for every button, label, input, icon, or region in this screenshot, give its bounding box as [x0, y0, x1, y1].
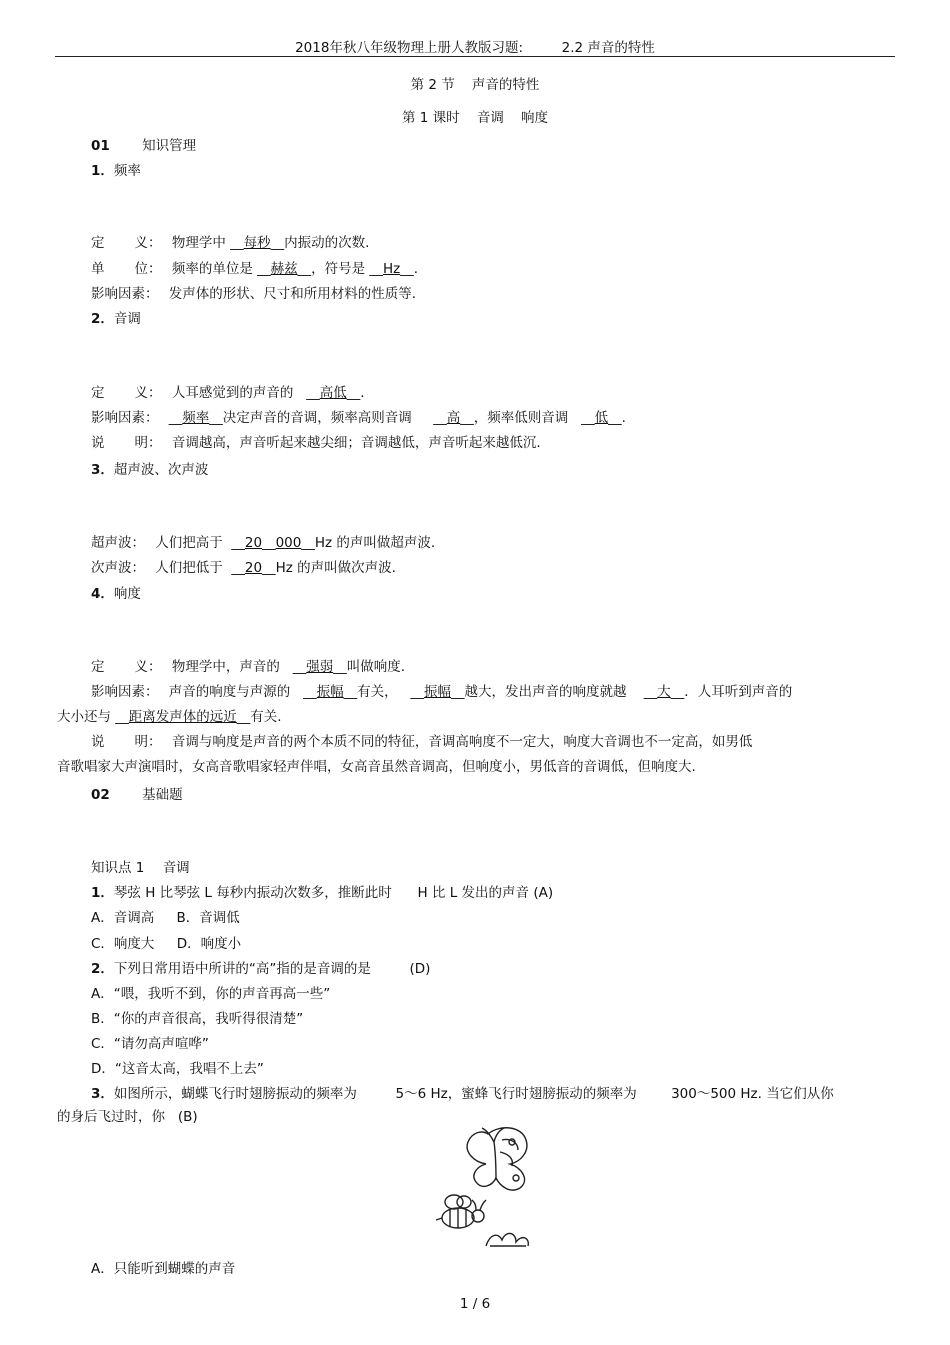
k4-factor-text-end: __．人耳听到声音的 — [670, 684, 793, 700]
k3-ultra-gap: __ — [262, 535, 276, 551]
section-title: 第 2 节 声音的特性 — [410, 77, 540, 93]
k3-title-number: 3． — [91, 462, 114, 478]
k2-note-label: 说 明： — [91, 435, 162, 451]
q1-option-d: D．响度小 — [176, 936, 242, 952]
k3-ultra-label: 超声波： — [91, 535, 145, 551]
k3-infra-text-end: __Hz 的声叫做次声波. — [262, 560, 396, 576]
k3-ultra-answer-2: 000 — [275, 535, 302, 551]
k4-factor — [91, 680, 792, 700]
k3-title-text: 超声波、次声波 — [113, 462, 209, 478]
k1-factor-text: 发声体的形状、尺寸和所用材料的性质等. — [168, 286, 417, 302]
k2-title-number: 2． — [91, 311, 114, 327]
kp1-label: 知识点 1 — [91, 860, 145, 876]
k2-factor-answer-high: 高 — [446, 410, 461, 426]
k1-def-label: 定 义： — [91, 235, 162, 251]
k3-infrasound — [91, 556, 396, 576]
k2-title-text: 音调 — [113, 311, 141, 327]
k2-def-text: 人耳感觉到的声音的 __ — [171, 385, 320, 401]
k3-ultra-text: 人们把高于 __ — [155, 535, 245, 551]
k4-factor-label: 影响因素： — [91, 684, 159, 700]
page-header: 2018年秋八年级物理上册人教版习题: 2.2 声音的特性 — [295, 40, 655, 56]
k2-factor-text: __ — [168, 410, 183, 426]
butterfly-bee-illustration — [430, 1122, 560, 1250]
k2-factor-text-mid: __决定声音的音调，频率高则音调 __ — [209, 410, 447, 426]
k4-note-continued: 音歌唱家大声演唱时，女高音歌唱家轻声伴唱，女高音虽然音调高，但响度小，男低音的音调低，但响度大. — [57, 759, 696, 775]
k2-factor-answer: 频率 — [182, 410, 210, 426]
k4-factor2-text: 大小还与 __ — [57, 709, 129, 725]
q2-number: 2． — [91, 961, 114, 977]
flower-icon — [486, 1233, 528, 1246]
k1-title-number: 1． — [91, 163, 114, 179]
k4-factor-continued — [57, 705, 282, 725]
header-divider — [55, 56, 895, 57]
butterfly-icon — [467, 1128, 527, 1190]
k1-definition — [91, 231, 369, 251]
q3-stem-line1 — [91, 1082, 834, 1102]
q3-stem-line2: 的身后飞过时，你 (B) — [57, 1109, 198, 1125]
q2-stem-text: 下列日常用语中所讲的“高”指的是音调的是 (D) — [113, 961, 431, 977]
k1-def-answer: 每秒 — [243, 235, 271, 251]
part1-heading — [91, 134, 196, 154]
k4-factor-answer-3: 大 — [657, 684, 671, 700]
q3-stem-text: 如图所示，蝴蝶飞行时翅膀振动的频率为 5～6 Hz，蜜蜂飞行时翅膀振动的频率为 300～500 Hz. 当它们从你 — [113, 1086, 834, 1102]
knowledge-point-1 — [91, 856, 190, 876]
k4-factor-text-mid2: __越大，发出声音的响度就越 __ — [451, 684, 658, 700]
k4-title-text: 响度 — [113, 586, 141, 602]
q1-option-a: A．音调高 — [91, 910, 155, 926]
k3-infra-text: 人们把低于 __ — [155, 560, 245, 576]
part1-label: 知识管理 — [142, 138, 197, 154]
part1-number: 01 — [91, 138, 110, 154]
k3-infra-answer: 20 — [244, 560, 263, 576]
k2-factor-label: 影响因素： — [91, 410, 159, 426]
k2-def-label: 定 义： — [91, 385, 162, 401]
k1-unit-text-end: __. — [400, 261, 418, 277]
q2-stem — [91, 957, 430, 977]
part2-number: 02 — [91, 787, 110, 803]
k2-factor-text-mid2: __，频率低则音调 __ — [460, 410, 595, 426]
q1-options-ab — [91, 906, 240, 926]
q1-number: 1． — [91, 885, 114, 901]
q2-option-c: C．“请勿高声喧哗” — [91, 1036, 209, 1052]
k4-title — [91, 582, 141, 602]
bee-icon — [436, 1195, 486, 1228]
k2-title — [91, 307, 141, 327]
k4-note-text-1: 音调与响度是声音的两个本质不同的特征，音调高响度不一定大，响度大音调也不一定高，如男低 — [171, 734, 753, 750]
k2-factor-text-end: __. — [608, 410, 626, 426]
k1-symbol-answer: Hz — [382, 261, 401, 277]
k4-factor-answer-1: 振幅 — [316, 684, 344, 700]
k3-ultra-text-end: __Hz 的声叫做超声波. — [301, 535, 436, 551]
k1-unit-label: 单 位： — [91, 261, 162, 277]
k4-note-label: 说 明： — [91, 734, 162, 750]
k1-unit-text-mid: __，符号是 __ — [297, 261, 383, 277]
k4-def-text: 物理学中，声音的 __ — [171, 659, 307, 675]
k1-title — [91, 159, 141, 179]
k4-factor2-answer: 距离发声体的远近 — [128, 709, 237, 725]
q1-stem — [91, 881, 553, 901]
k1-unit — [91, 257, 418, 277]
k3-title — [91, 458, 208, 478]
k1-unit-answer: 赫兹 — [270, 261, 298, 277]
k2-factor — [91, 406, 626, 426]
k2-factor-answer-low: 低 — [594, 410, 609, 426]
part2-label: 基础题 — [142, 787, 183, 803]
q2-option-a: A．“喂，我听不到，你的声音再高一些” — [91, 986, 331, 1002]
k4-factor-answer-2: 振幅 — [424, 684, 452, 700]
k4-def-text-end: __叫做响度. — [333, 659, 406, 675]
k2-note-text: 音调越高，声音听起来越尖细；音调越低，声音听起来越低沉. — [171, 435, 541, 451]
k2-def-answer: 高低 — [319, 385, 347, 401]
k4-factor2-text-end: __有关. — [236, 709, 282, 725]
q1-stem-text: 琴弦 H 比琴弦 L 每秒内振动次数多，推断此时 H 比 L 发出的声音 (A) — [113, 885, 554, 901]
q3-option-a: A．只能听到蝴蝶的声音 — [91, 1261, 236, 1277]
k2-note — [91, 431, 541, 451]
k3-ultra-answer-1: 20 — [244, 535, 263, 551]
k4-def-answer: 强弱 — [306, 659, 334, 675]
k2-definition — [91, 381, 365, 401]
q2-option-b: B．“你的声音很高，我听得很清楚” — [91, 1011, 304, 1027]
kp1-name: 音调 — [162, 860, 190, 876]
k4-def-label: 定 义： — [91, 659, 162, 675]
q2-option-d: D．“这音太高，我唱不上去” — [91, 1061, 264, 1077]
k1-title-text: 频率 — [113, 163, 141, 179]
q1-option-c: C．响度大 — [91, 936, 155, 952]
k3-ultrasound — [91, 531, 435, 551]
q1-option-b: B．音调低 — [176, 910, 240, 926]
q3-number: 3． — [91, 1086, 114, 1102]
k4-factor-text: 声音的响度与声源的 __ — [168, 684, 317, 700]
k1-unit-text: 频率的单位是 __ — [171, 261, 271, 277]
k4-factor-text-mid: __有关， __ — [343, 684, 425, 700]
k4-definition — [91, 655, 405, 675]
page-number: 1 / 6 — [459, 1296, 491, 1312]
k4-title-number: 4． — [91, 586, 114, 602]
part2-heading — [91, 783, 183, 803]
k4-note — [91, 730, 752, 750]
k3-infra-label: 次声波： — [91, 560, 145, 576]
k1-factor-label: 影响因素： — [91, 286, 159, 302]
k2-def-text-end: __. — [346, 385, 365, 401]
k1-def-text: 物理学中 __ — [171, 235, 244, 251]
lesson-title: 第 1 课时 音调 响度 — [401, 110, 548, 126]
q1-options-cd — [91, 932, 241, 952]
k1-factor — [91, 282, 416, 302]
k1-def-text-end: __内振动的次数. — [270, 235, 370, 251]
